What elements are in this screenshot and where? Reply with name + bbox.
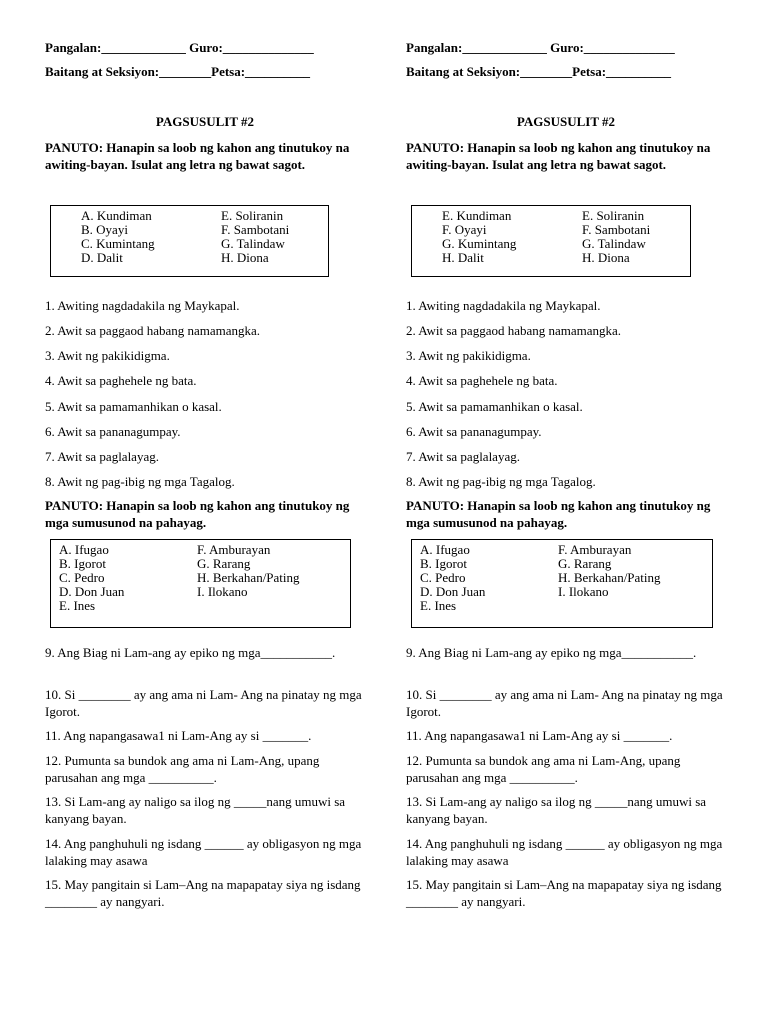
question-3: 3. Awit ng pakikidigma. [45, 348, 170, 363]
choice-item: F. Amburayan [558, 542, 632, 557]
question-5: 5. Awit sa pamamanhikan o kasal. [45, 399, 222, 414]
question-10: 10. Si ________ ay ang ama ni Lam- Ang na pinatay ng mga Igorot. [45, 687, 362, 719]
choice-item: E. Kundiman [442, 208, 512, 223]
name-teacher-line: Pangalan:_____________ Guro:______________ [45, 40, 314, 55]
question-8: 8. Awit ng pag-ibig ng mga Tagalog. [406, 474, 596, 489]
question-4: 4. Awit sa paghehele ng bata. [406, 373, 558, 388]
question-2: 2. Awit sa paggaod habang namamangka. [406, 323, 622, 338]
choice-item: H. Diona [582, 250, 630, 265]
choice-item: G. Rarang [197, 556, 251, 571]
choice-item: G. Talindaw [221, 236, 285, 251]
choice-item: A. Kundiman [81, 208, 152, 223]
choice-item: H. Berkahan/Pating [558, 570, 661, 585]
choice-item: A. Ifugao [59, 542, 109, 557]
question-10: 10. Si ________ ay ang ama ni Lam- Ang na pinatay ng mga Igorot. [406, 687, 723, 719]
question-15: 15. May pangitain si Lam–Ang na mapapatay siya ng isdang ________ ay nangyari. [45, 877, 361, 909]
choice-item: C. Kumintang [81, 236, 155, 251]
question-12: 12. Pumunta sa bundok ang ama ni Lam-Ang, upang parusahan ang mga __________. [406, 753, 681, 785]
choice-item: H. Berkahan/Pating [197, 570, 300, 585]
question-3: 3. Awit ng pakikidigma. [406, 348, 531, 363]
quiz-title: PAGSUSULIT #2 [516, 114, 616, 129]
choice-item: H. Dalit [442, 250, 484, 265]
section-date-line: Baitang at Seksiyon:________Petsa:__________ [45, 64, 311, 79]
question-15: 15. May pangitain si Lam–Ang na mapapatay siya ng isdang ________ ay nangyari. [406, 877, 722, 909]
question-13: 13. Si Lam-ang ay naligo sa ilog ng _____nang umuwi sa kanyang bayan. [406, 794, 707, 826]
part1-choices-box [50, 205, 329, 277]
question-1: 1. Awiting nagdadakila ng Maykapal. [406, 298, 601, 313]
question-14: 14. Ang panghuhuli ng isdang ______ ay obligasyon ng mga lalaking may asawa [45, 836, 362, 868]
question-6: 6. Awit sa pananagumpay. [406, 424, 542, 439]
choice-item: H. Diona [221, 250, 269, 265]
choice-item: E. Soliranin [221, 208, 284, 223]
name-teacher-line: Pangalan:_____________ Guro:______________ [406, 40, 675, 55]
choice-item: F. Oyayi [442, 222, 487, 237]
question-9: 9. Ang Biag ni Lam-ang ay epiko ng mga___________. [406, 645, 697, 660]
question-2: 2. Awit sa paggaod habang namamangka. [45, 323, 261, 338]
question-1: 1. Awiting nagdadakila ng Maykapal. [45, 298, 240, 313]
question-12: 12. Pumunta sa bundok ang ama ni Lam-Ang, upang parusahan ang mga __________. [45, 753, 320, 785]
choice-item: C. Pedro [420, 570, 466, 585]
choice-item: F. Sambotani [582, 222, 651, 237]
question-7: 7. Awit sa paglalayag. [45, 449, 159, 464]
quiz-column-left [45, 0, 375, 1024]
choice-item: D. Don Juan [420, 584, 486, 599]
choice-item: D. Dalit [81, 250, 123, 265]
part1-instructions: PANUTO: Hanapin sa loob ng kahon ang tinutukoy na awiting-bayan. Isulat ang letra ng bawat sagot. [406, 140, 711, 172]
question-9: 9. Ang Biag ni Lam-ang ay epiko ng mga___________. [45, 645, 336, 660]
choice-item: E. Soliranin [582, 208, 645, 223]
part1-instructions: PANUTO: Hanapin sa loob ng kahon ang tinutukoy na awiting-bayan. Isulat ang letra ng bawat sagot. [45, 140, 350, 172]
choice-item: E. Ines [59, 598, 96, 613]
choice-item: C. Pedro [59, 570, 105, 585]
quiz-title: PAGSUSULIT #2 [155, 114, 255, 129]
part2-choices-box [411, 539, 713, 628]
question-6: 6. Awit sa pananagumpay. [45, 424, 181, 439]
choice-item: B. Oyayi [81, 222, 128, 237]
quiz-column-right [406, 0, 736, 1024]
question-11: 11. Ang napangasawa1 ni Lam-Ang ay si _______. [406, 728, 673, 743]
question-5: 5. Awit sa pamamanhikan o kasal. [406, 399, 583, 414]
question-11: 11. Ang napangasawa1 ni Lam-Ang ay si _______. [45, 728, 312, 743]
choice-item: D. Don Juan [59, 584, 125, 599]
choice-item: F. Amburayan [197, 542, 271, 557]
choice-item: G. Rarang [558, 556, 612, 571]
choice-item: E. Ines [420, 598, 457, 613]
choice-item: A. Ifugao [420, 542, 470, 557]
choice-item: B. Igorot [59, 556, 106, 571]
question-7: 7. Awit sa paglalayag. [406, 449, 520, 464]
question-8: 8. Awit ng pag-ibig ng mga Tagalog. [45, 474, 235, 489]
part2-choices-box [50, 539, 351, 628]
part1-choices-box [411, 205, 691, 277]
choice-item: G. Kumintang [442, 236, 517, 251]
question-13: 13. Si Lam-ang ay naligo sa ilog ng _____nang umuwi sa kanyang bayan. [45, 794, 346, 826]
choice-item: G. Talindaw [582, 236, 646, 251]
question-4: 4. Awit sa paghehele ng bata. [45, 373, 197, 388]
section-date-line: Baitang at Seksiyon:________Petsa:__________ [406, 64, 672, 79]
part2-instructions: PANUTO: Hanapin sa loob ng kahon ang tinutukoy ng mga sumusunod na pahayag. [406, 498, 711, 530]
choice-item: B. Igorot [420, 556, 467, 571]
question-14: 14. Ang panghuhuli ng isdang ______ ay obligasyon ng mga lalaking may asawa [406, 836, 723, 868]
part2-instructions: PANUTO: Hanapin sa loob ng kahon ang tinutukoy ng mga sumusunod na pahayag. [45, 498, 350, 530]
choice-item: I. Ilokano [197, 584, 248, 599]
choice-item: I. Ilokano [558, 584, 609, 599]
choice-item: F. Sambotani [221, 222, 290, 237]
